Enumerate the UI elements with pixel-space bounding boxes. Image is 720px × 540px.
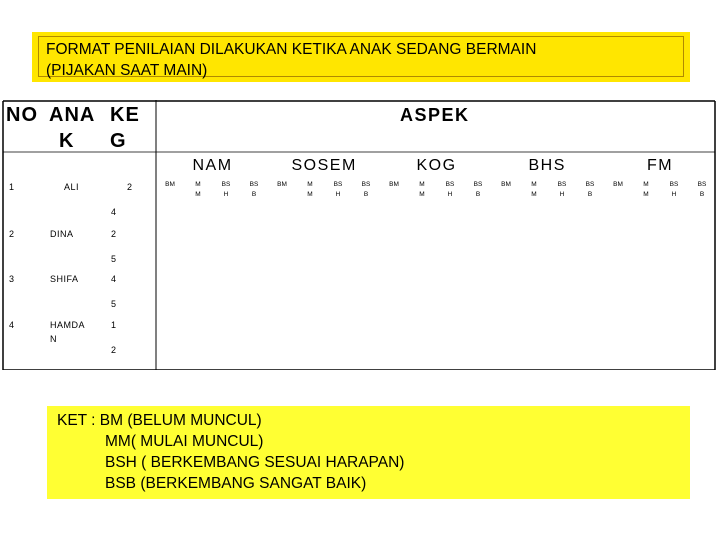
row-activity-1: 2 xyxy=(127,182,133,192)
header-no: NO xyxy=(6,104,38,126)
subcol-header-line2: M xyxy=(307,191,313,198)
row-no: 3 xyxy=(9,274,15,284)
subcol-header-line1: BS xyxy=(697,181,707,188)
subcol-header-line2: M xyxy=(195,191,201,198)
row-activity-1: 2 xyxy=(111,229,117,239)
row-activity-2: 5 xyxy=(111,254,117,264)
subcol-header-line2: M xyxy=(643,191,649,198)
legend-line-3: BSH ( BERKEMBANG SESUAI HARAPAN) xyxy=(105,454,405,471)
subcol-header xyxy=(215,180,237,200)
row-no: 1 xyxy=(9,182,15,192)
subcol-header-line2: B xyxy=(699,191,705,198)
header-keg-line2: G xyxy=(110,130,127,152)
header-anak-line2: K xyxy=(59,130,75,152)
subcol-header-line2 xyxy=(271,190,293,200)
assessment-table xyxy=(2,100,717,370)
subcol-header xyxy=(159,180,181,200)
subcol-header xyxy=(635,180,657,200)
subcol-header-line2 xyxy=(495,190,517,200)
subcol-header-line1: BM xyxy=(165,181,175,188)
subcol-header xyxy=(271,180,293,200)
subcol-header-line2: B xyxy=(251,191,257,198)
subcol-header-line1: M xyxy=(307,181,313,188)
subcol-header-line1: BS xyxy=(249,181,259,188)
subcol-header-line2: M xyxy=(419,191,425,198)
row-no: 2 xyxy=(9,229,15,239)
row-child-name: DINA xyxy=(50,229,74,239)
subcol-header xyxy=(551,180,573,200)
subcol-header xyxy=(691,180,713,200)
aspect-header-nam: NAM xyxy=(192,157,233,174)
aspect-header-kog: KOG xyxy=(416,157,457,174)
subcol-header xyxy=(299,180,321,200)
subcol-header-line1: M xyxy=(531,181,537,188)
row-activity-2: 5 xyxy=(111,299,117,309)
subcol-header-line1: BM xyxy=(277,181,287,188)
subcol-header-line2: H xyxy=(223,191,229,198)
subcol-header xyxy=(355,180,377,200)
subcol-header xyxy=(327,180,349,200)
subcol-header xyxy=(495,180,517,200)
title-line-2: (PIJAKAN SAAT MAIN) xyxy=(46,62,208,79)
subcol-header-line1: M xyxy=(419,181,425,188)
subcol-header-line2 xyxy=(159,190,181,200)
subcol-header-line2: B xyxy=(475,191,481,198)
subcol-header xyxy=(439,180,461,200)
subcol-header xyxy=(383,180,405,200)
row-child-name: SHIFA xyxy=(50,274,79,284)
subcol-header-line2: B xyxy=(363,191,369,198)
aspect-header-sosem: SOSEM xyxy=(291,157,357,174)
subcol-header-line1: M xyxy=(643,181,649,188)
subcol-header xyxy=(607,180,629,200)
row-child-name: ALI xyxy=(64,182,80,192)
row-no: 4 xyxy=(9,320,15,330)
subcol-header-line1: BM xyxy=(501,181,511,188)
row-activity-2: 2 xyxy=(111,345,117,355)
subcol-header-line1: BS xyxy=(221,181,231,188)
title-line-1: FORMAT PENILAIAN DILAKUKAN KETIKA ANAK SEDANG BERMAIN xyxy=(46,41,537,58)
subcol-header-line1: BM xyxy=(389,181,399,188)
subcol-header xyxy=(523,180,545,200)
row-activity-1: 4 xyxy=(111,274,117,284)
header-aspek: ASPEK xyxy=(400,105,470,125)
subcol-header-line2: H xyxy=(447,191,453,198)
subcol-header-line2: M xyxy=(531,191,537,198)
subcol-header xyxy=(243,180,265,200)
subcol-header xyxy=(663,180,685,200)
subcol-header-line1: BS xyxy=(473,181,483,188)
legend-line-2: MM( MULAI MUNCUL) xyxy=(105,433,264,450)
subcol-header-line2 xyxy=(607,190,629,200)
subcol-header-line1: BS xyxy=(333,181,343,188)
row-activity-1: 1 xyxy=(111,320,117,330)
subcol-header-line1: BS xyxy=(557,181,567,188)
subcol-header xyxy=(411,180,433,200)
subcol-header-line2: B xyxy=(587,191,593,198)
row-child-name-line2: N xyxy=(50,334,57,344)
subcol-header xyxy=(467,180,489,200)
subcol-header-line2: H xyxy=(559,191,565,198)
aspect-header-bhs: BHS xyxy=(528,157,566,174)
legend-line-1: KET : BM (BELUM MUNCUL) xyxy=(57,412,262,429)
subcol-header-line2: H xyxy=(671,191,677,198)
row-child-name: HAMDA xyxy=(50,320,86,330)
subcol-header-line2: H xyxy=(335,191,341,198)
legend-box xyxy=(47,406,690,499)
subcol-header xyxy=(579,180,601,200)
title-banner xyxy=(32,32,690,82)
subcol-header-line2 xyxy=(383,190,405,200)
subcol-header-line1: BS xyxy=(669,181,679,188)
subcol-header-line1: BS xyxy=(585,181,595,188)
row-activity-2: 4 xyxy=(111,207,117,217)
subcol-header xyxy=(187,180,209,200)
title-text xyxy=(38,35,690,81)
subcol-header-line1: BM xyxy=(613,181,623,188)
header-keg-line1: KE xyxy=(110,104,140,126)
legend-line-4: BSB (BERKEMBANG SANGAT BAIK) xyxy=(105,475,367,492)
aspect-header-fm: FM xyxy=(647,157,674,174)
subcol-header-line1: M xyxy=(195,181,201,188)
header-anak-line1: ANA xyxy=(49,104,96,126)
subcol-header-line1: BS xyxy=(445,181,455,188)
subcol-header-line1: BS xyxy=(361,181,371,188)
